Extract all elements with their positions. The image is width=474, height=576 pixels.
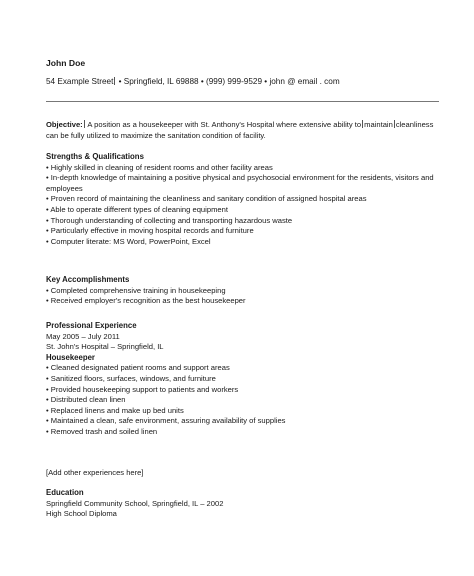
bullet-separator: • [198,77,207,86]
list-item: • Particularly effective in moving hospital records and furniture [46,226,440,237]
placeholder-text: [Add other experiences here] [46,468,144,477]
section-heading: Education [46,488,84,497]
contact-line [46,77,340,86]
experience-role: Housekeeper [46,352,95,362]
list-item: • Thorough understanding of collecting and transporting hazardous waste [46,216,440,227]
list-item: • Cleaned designated patient rooms and support areas [46,363,440,374]
education-school: Springfield Community School, Springfield, IL – 2002 [46,498,224,508]
accomplishments-section [46,275,440,307]
contact-phone: (999) 999-9529 [206,77,263,86]
experience-section [46,321,440,438]
experience-employer: St. John's Hospital – Springfield, IL [46,342,164,352]
section-heading: Key Accomplishments [46,275,130,284]
additional-experience-placeholder [46,468,440,479]
contact-city: Springfield, IL 69888 [123,77,199,86]
accomplishments-list [46,286,440,307]
list-item: • Sanitized floors, surfaces, windows, and furniture [46,374,440,385]
list-item: • Able to operate different types of cleaning equipment [46,205,440,216]
header-divider [46,101,439,102]
objective-text: cleanliness can be fully utilized to maximize the sanitation condition of facility. [46,120,434,140]
section-heading: Professional Experience [46,321,137,330]
objective-label: Objective: [46,120,83,129]
experience-duties-list [46,363,440,437]
list-item: • Replaced linens and make up bed units [46,406,440,417]
experience-dates: May 2005 – July 2011 [46,331,120,341]
text-cursor [394,120,395,128]
text-cursor [84,120,85,128]
list-item: • Removed trash and soiled linen [46,427,440,438]
objective-text: maintain [364,120,393,129]
list-item: • Maintained a clean, safe environment, assuring availability of supplies [46,416,440,427]
list-item: • Completed comprehensive training in housekeeping [46,286,440,297]
section-heading: Strengths & Qualifications [46,152,144,161]
contact-street: 54 Example Street [46,77,114,86]
list-item: • Provided housekeeping support to patients and workers [46,385,440,396]
text-cursor [362,120,363,128]
list-item: • Highly skilled in cleaning of resident rooms and other facility areas [46,163,440,174]
objective-text: A position as a housekeeper with St. Anthony's Hospital where extensive ability to [85,120,362,129]
bullet-separator: • [262,77,270,86]
bullet-separator: • [116,77,124,86]
strengths-list [46,163,440,248]
objective-paragraph [46,120,440,142]
list-item: • In-depth knowledge of maintaining a positive physical and psychosocial environment for the residents, visitors and employees [46,173,440,194]
list-item: • Proven record of maintaining the cleanliness and sanitary condition of assigned hospital areas [46,194,440,205]
strengths-section [46,152,440,247]
applicant-name: John Doe [46,58,86,68]
education-degree: High School Diploma [46,509,117,519]
list-item: • Distributed clean linen [46,395,440,406]
list-item: • Computer literate: MS Word, PowerPoint, Excel [46,237,440,248]
list-item: • Received employer's recognition as the best housekeeper [46,296,440,307]
contact-email: john @ email . com [269,77,340,86]
education-section [46,488,440,520]
